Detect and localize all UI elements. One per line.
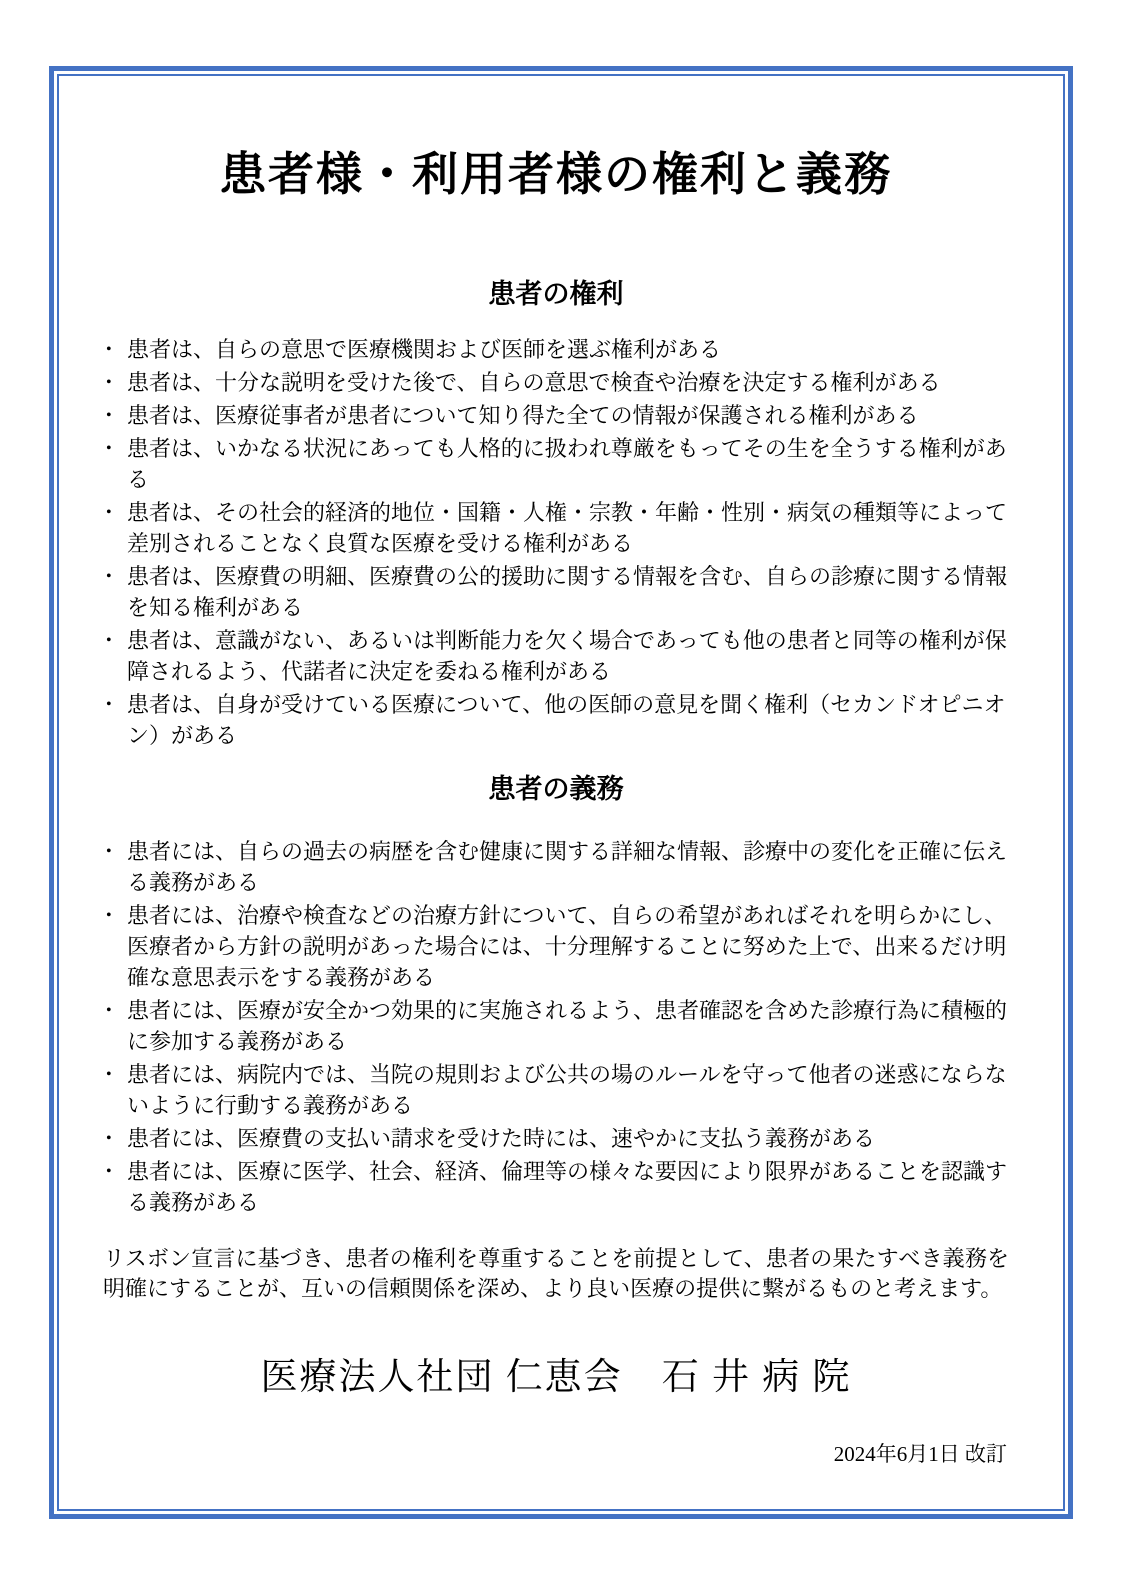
list-item-text: 患者は、自身が受けている医療について、他の医師の意見を聞く権利（セカンドオピニオン）がある <box>127 692 1006 749</box>
list-item-text: 患者は、自らの意思で医療機関および医師を選ぶ権利がある <box>127 337 722 363</box>
bullet-icon: • <box>106 1065 112 1083</box>
bullet-icon: • <box>106 374 112 392</box>
list-item-text: 患者には、医療費の支払い請求を受けた時には、速やかに支払う義務がある <box>127 1125 876 1151</box>
list-item <box>103 689 1009 751</box>
list-item <box>103 1156 1009 1218</box>
bullet-icon: • <box>106 842 112 860</box>
revision-date: 2024年6月1日 改訂 <box>833 1441 1007 1466</box>
bullet-icon: • <box>106 906 112 924</box>
list-item <box>103 836 1009 898</box>
list-item-text: 患者は、医療費の明細、医療費の公的援助に関する情報を含む、自らの診療に関する情報を知る権利がある <box>127 564 1008 621</box>
list-item-text: 患者は、いかなる状況にあっても人格的に扱われ尊厳をもってその生を全うする権利がある <box>127 436 1007 493</box>
duties-list <box>103 836 1009 1218</box>
list-item-text: 患者は、医療従事者が患者について知り得た全ての情報が保護される権利がある <box>127 403 919 429</box>
duties-section <box>103 773 1009 1217</box>
list-item-text: 患者には、自らの過去の病歴を含む健康に関する詳細な情報、診療中の変化を正確に伝える義務がある <box>127 838 1008 895</box>
list-item-text: 患者には、医療に医学、社会、経済、倫理等の様々な要因により限界があることを認識する義務がある <box>127 1158 1008 1215</box>
list-item <box>103 625 1009 687</box>
duties-section-title: 患者の義務 <box>488 774 624 805</box>
list-item <box>103 400 1009 431</box>
list-item <box>103 561 1009 623</box>
bullet-icon: • <box>106 504 112 522</box>
list-item <box>103 900 1009 993</box>
rights-list <box>103 334 1009 751</box>
page-title: 患者様・利用者様の権利と義務 <box>220 149 892 200</box>
bullet-icon: • <box>106 1162 112 1180</box>
closing-paragraph: リスボン宣言に基づき、患者の権利を尊重することを前提として、患者の果たすべき義務を明確にすることが、互いの信頼関係を深め、より良い医療の提供に繋がるものと考えます。 <box>103 1245 1009 1301</box>
page-border-outer <box>49 66 1073 1519</box>
bullet-icon: • <box>106 407 112 425</box>
rights-section <box>103 278 1009 751</box>
bullet-icon: • <box>106 1129 112 1147</box>
list-item-text: 患者は、十分な説明を受けた後で、自らの意思で検査や治療を決定する権利がある <box>127 370 941 396</box>
list-item <box>103 367 1009 398</box>
bullet-icon: • <box>106 1001 112 1019</box>
list-item-text: 患者は、その社会的経済的地位・国籍・人権・宗教・年齢・性別・病気の種類等によって差別されることなく良質な医療を受ける権利がある <box>127 500 1008 557</box>
list-item <box>103 1059 1009 1121</box>
list-item <box>103 334 1009 365</box>
bullet-icon: • <box>106 696 112 714</box>
list-item-text: 患者には、病院内では、当院の規則および公共の場のルールを守って他者の迷惑にならないように行動する義務がある <box>127 1061 1007 1118</box>
bullet-icon: • <box>106 632 112 650</box>
bullet-icon: • <box>106 341 112 359</box>
rights-section-title: 患者の権利 <box>488 279 624 310</box>
list-item <box>103 995 1009 1057</box>
bullet-icon: • <box>106 440 112 458</box>
bullet-icon: • <box>106 568 112 586</box>
list-item-text: 患者は、意識がない、あるいは判断能力を欠く場合であっても他の患者と同等の権利が保障されるよう、代諾者に決定を委ねる権利がある <box>127 628 1007 685</box>
list-item <box>103 433 1009 495</box>
page-border-inner <box>57 74 1065 1511</box>
list-item-text: 患者には、治療や検査などの治療方針について、自らの希望があればそれを明らかにし、医療者から方針の説明があった場合には、十分理解することに努めた上で、出来るだけ明確な意思表示をする義務がある <box>127 902 1007 990</box>
organization-name: 医療法人社団 仁恵会 石 井 病 院 <box>260 1356 852 1398</box>
list-item <box>103 497 1009 559</box>
list-item <box>103 1123 1009 1154</box>
list-item-text: 患者には、医療が安全かつ効果的に実施されるよう、患者確認を含めた診療行為に積極的に参加する義務がある <box>127 997 1008 1054</box>
